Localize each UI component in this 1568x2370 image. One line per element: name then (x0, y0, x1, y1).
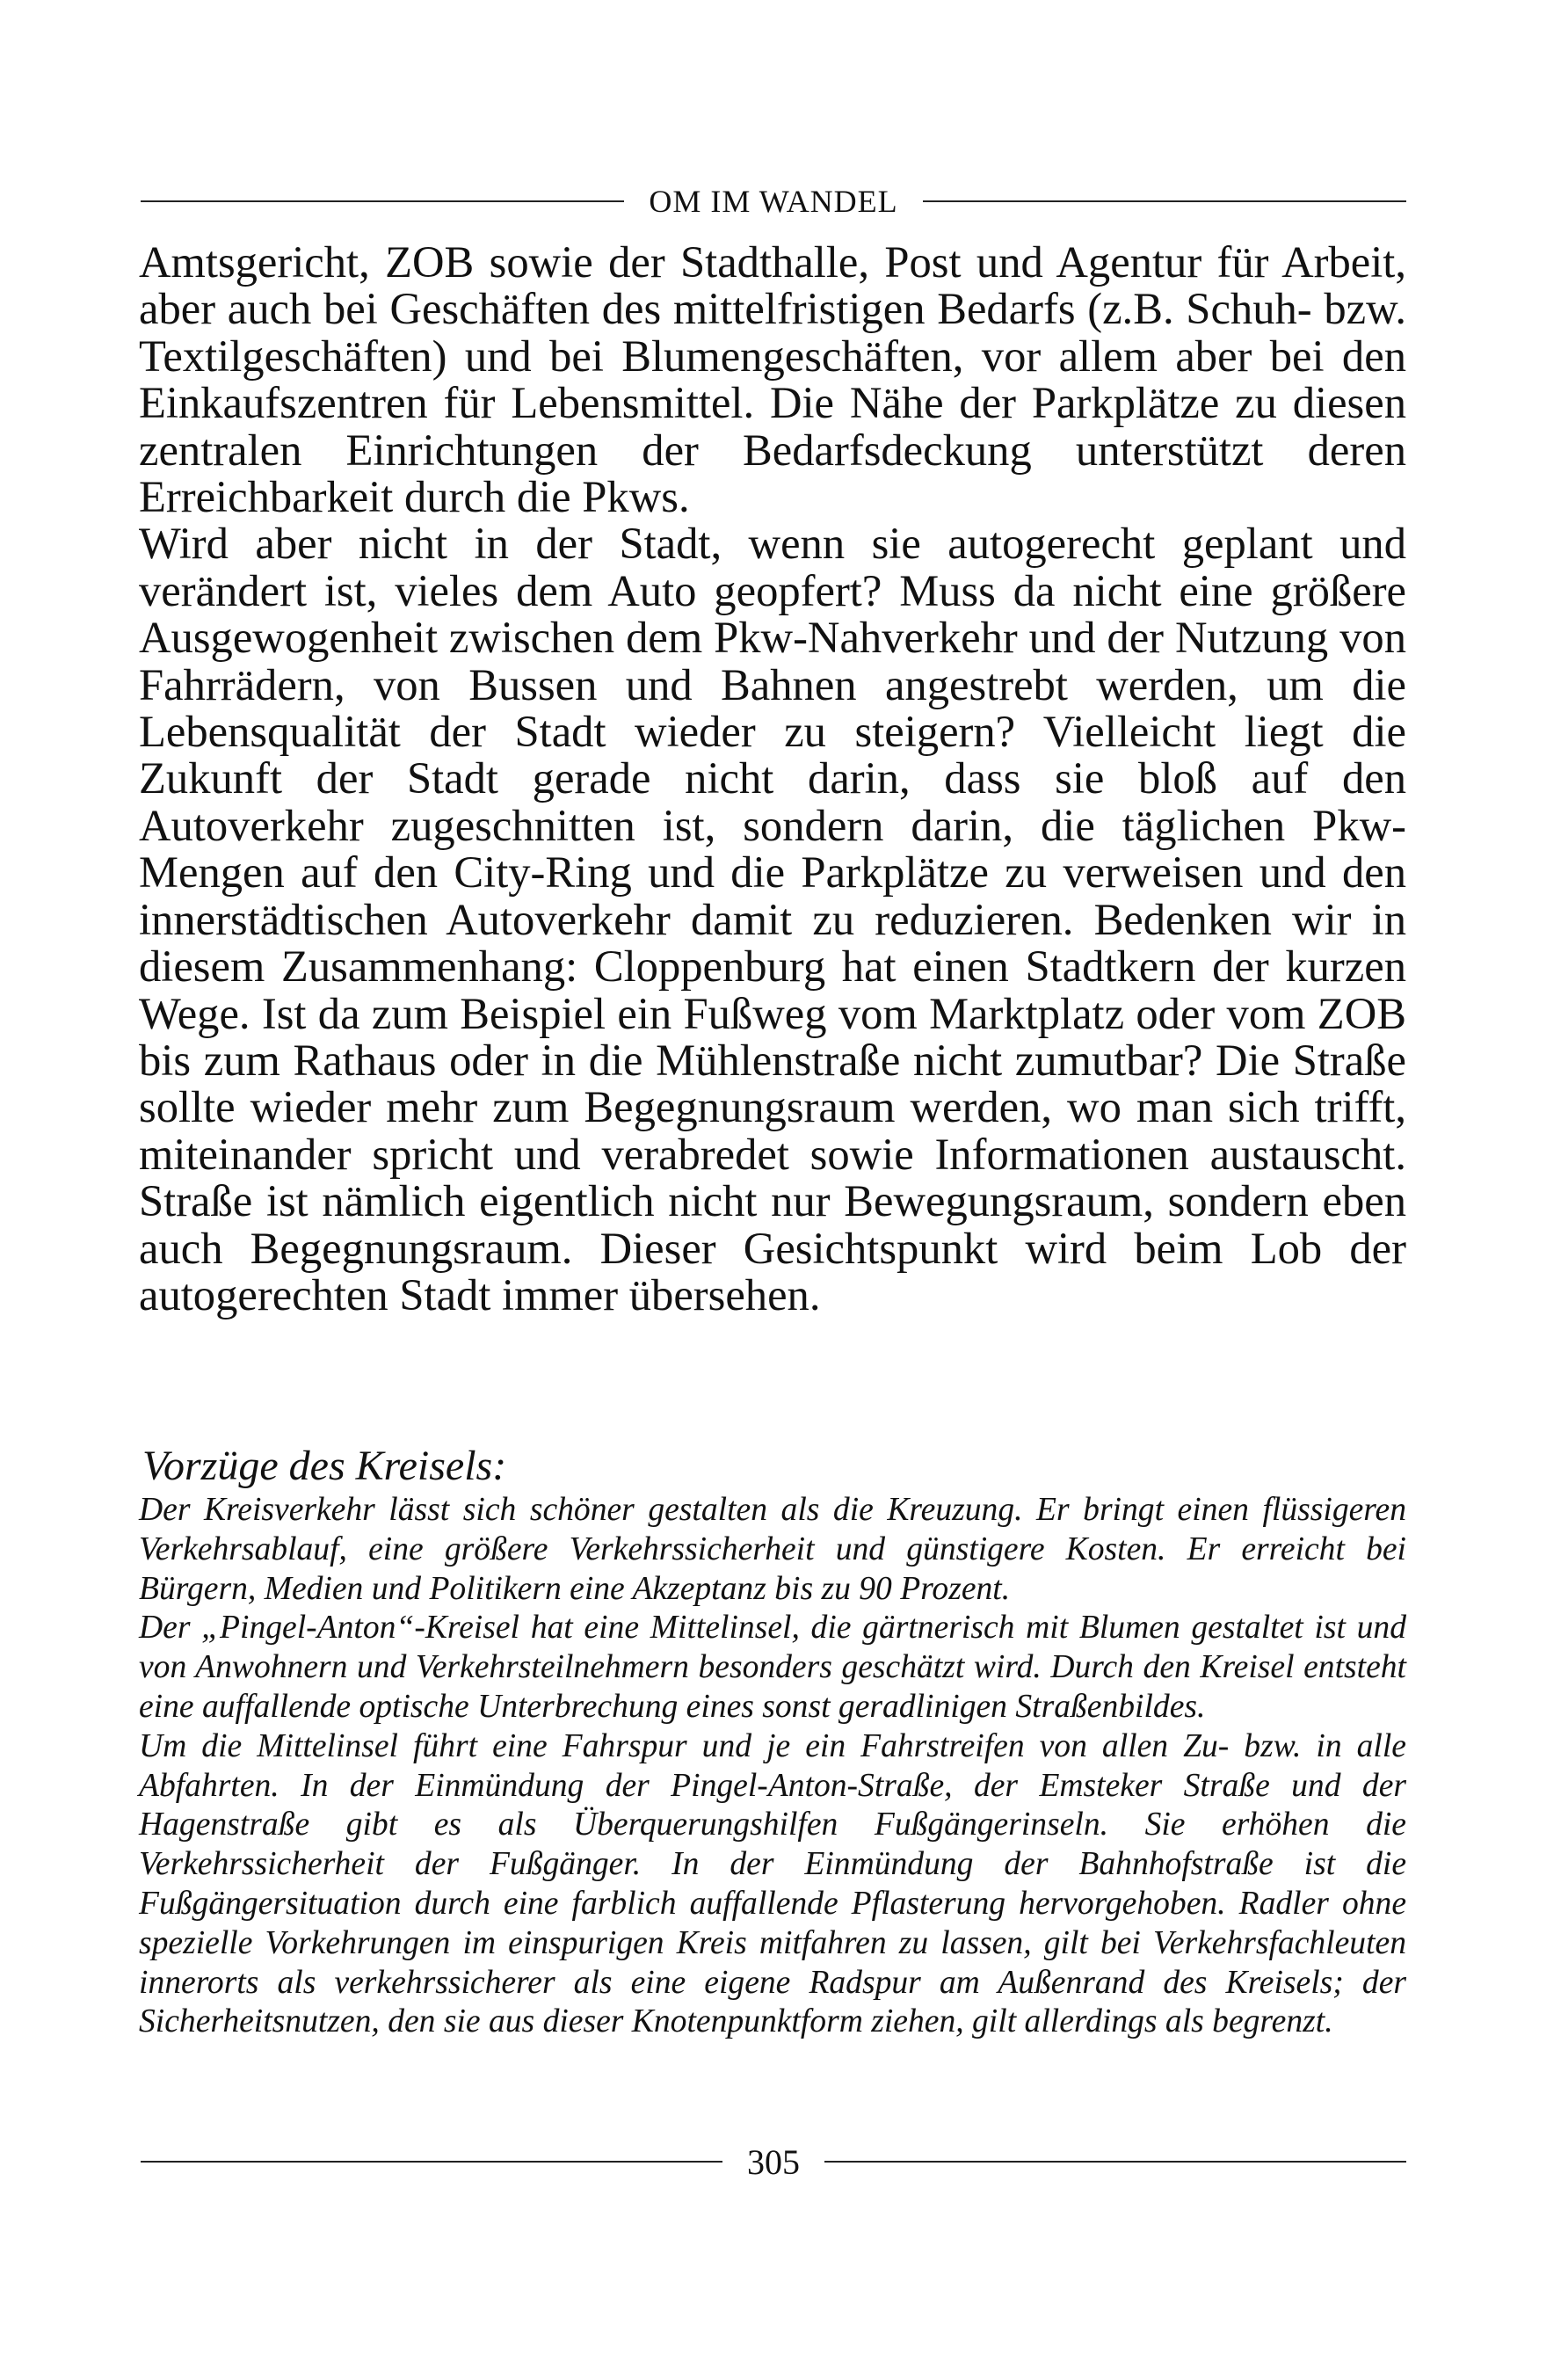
section-text (139, 1491, 1406, 2042)
section-paragraph: Der Kreisverkehr lässt sich schöner gestalten als die Kreuzung. Er bringt einen flüssigeren Verkehrsablauf, eine größere Verkehrssicherheit und günstigere Kosten. Er erreicht bei Bürgern, Medien und Politikern eine Akzeptanz bis zu 90 Prozent. (139, 1492, 1406, 1607)
running-header (141, 179, 1406, 223)
section-heading: Vorzüge des Kreisels: (142, 1443, 507, 1489)
body-paragraph: Amtsgericht, ZOB sowie der Stadthalle, Post und Agentur für Arbeit, aber auch bei Geschäften des mittelfristigen Bedarfs (z.B. Schuh- bzw. Textilgeschäften) und bei Blumengeschäften, vor allem aber bei den Einkaufszentren für Lebensmittel. Die Nähe der Parkplätze zu diesen zentralen Einrichtungen der Bedarfsdeckung unterstützt deren Erreichbarkeit durch die Pkws. (139, 237, 1406, 522)
section-paragraph: Um die Mittelinsel führt eine Fahrspur und je ein Fahrstreifen von allen Zu- bzw. in alle Abfahrten. In der Einmündung der Pingel-Anton-Straße, der Emsteker Straße und der Hagenstraße gibt es als Überquerungshilfen Fußgängerinseln. Sie erhöhen die Verkehrssicherheit der Fußgänger. In der Einmündung der Bahnhofstraße ist die Fußgängersituation durch eine farblich auffallende Pflasterung hervorgehoben. Radler ohne spezielle Vorkehrungen im einspurigen Kreis mitfahren zu lassen, gilt bei Verkehrsfachleuten innerorts als verkehrssicherer als eine eigene Radspur am Außenrand des Kreisels; der Sicherheitsnutzen, den sie aus dieser Knotenpunktform ziehen, gilt allerdings als begrenzt. (139, 1727, 1406, 2040)
page-number: 305 (747, 2141, 800, 2182)
body-text (139, 239, 1406, 1319)
body-paragraph: Wird aber nicht in der Stadt, wenn sie autogerecht geplant und verändert ist, vieles dem Auto geopfert? Muss da nicht eine größere Ausgewogenheit zwischen dem Pkw-Nahverkehr und der Nutzung von Fahrrädern, von Bussen und Bahnen angestrebt werden, um die Lebensqualität der Stadt wieder zu steigern? Vielleicht liegt die Zukunft der Stadt gerade nicht darin, dass sie bloß auf den Autoverkehr zugeschnitten ist, sondern darin, die täglichen Pkw-Mengen auf den City-Ring und die Parkplätze zu verweisen und den innerstädtischen Autoverkehr damit zu reduzieren. Bedenken wir in diesem Zusammenhang: Cloppenburg hat einen Stadtkern der kurzen Wege. Ist da zum Beispiel ein Fußweg vom Marktplatz oder vom ZOB bis zum Rathaus oder in die Mühlenstraße nicht zumutbar? Die Straße sollte wieder mehr zum Begegnungsraum werden, wo man sich trifft, miteinander spricht und verabredet sowie Informationen austauscht. Straße ist nämlich eigentlich nicht nur Bewegungsraum, sondern eben auch Begegnungsraum. Dieser Gesichtspunkt wird beim Lob der autogerechten Stadt immer übersehen. (139, 519, 1406, 1319)
running-title: OM IM WANDEL (649, 184, 898, 219)
footer-rule-left (141, 2161, 722, 2163)
page-footer (141, 2140, 1406, 2184)
header-rule-right (923, 200, 1406, 202)
footer-rule-right (824, 2161, 1406, 2163)
section-paragraph: Der „Pingel-Anton“-Kreisel hat eine Mittelinsel, die gärtnerisch mit Blumen gestaltet ist und von Anwohnern und Verkehrsteilnehmern besonders geschätzt wird. Durch den Kreisel entsteht eine auffallende optische Unterbrechung eines sonst geradlinigen Straßenbildes. (139, 1610, 1406, 1725)
header-rule-left (141, 200, 624, 202)
